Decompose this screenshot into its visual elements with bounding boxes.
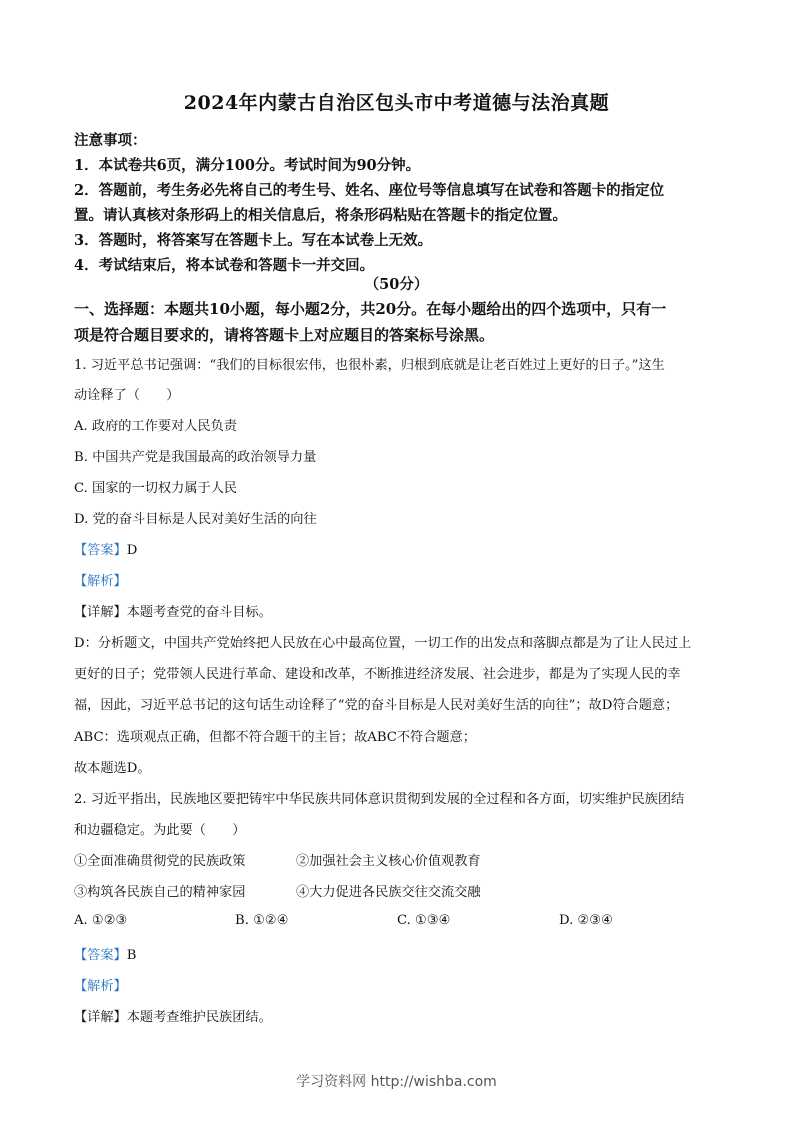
question-stem: 1. 习近平总书记强调：“我们的目标很宏伟，也很朴素，归根到底就是让老百姓过上更好的日子。”这生 [74, 358, 665, 373]
notice-item: 置。请认真核对条形码上的相关信息后，将条形码粘贴在答题卡的指定位置。 [74, 207, 567, 224]
explanation-line: D：分析题文，中国共产党始终把人民放在心中最高位置，一切工作的出发点和落脚点都是为了让人民过上 [74, 636, 692, 651]
choice-option: D. ②③④ [559, 913, 613, 928]
detail-line: 【详解】本题考查党的奋斗目标。 [74, 605, 272, 620]
choice-option: C. ①③④ [397, 913, 451, 928]
question-option: C. 国家的一切权力属于人民 [74, 481, 238, 496]
answer-line [74, 539, 137, 558]
notice-item: 2．答题前，考生务必先将自己的考生号、姓名、座位号等信息填写在试卷和答题卡的指定位 [74, 182, 665, 199]
answer-value: B [126, 948, 137, 963]
section-score: （50分） [364, 276, 429, 293]
notice-heading: 注意事项： [74, 132, 147, 149]
statement-item: ④大力促进各民族交往交流交融 [296, 885, 481, 900]
question-option: B. 中国共产党是我国最高的政治领导力量 [74, 450, 317, 465]
question-stem: 2. 习近平指出，民族地区要把铸牢中华民族共同体意识贯彻到发展的全过程和各方面，切实维护民族团结 [74, 792, 685, 807]
answer-tag: 【答案】 [74, 543, 127, 558]
explanation-line: 故本题选D。 [74, 761, 151, 776]
section-heading: 项是符合题目要求的，请将答题卡上对应题目的答案标号涂黑。 [74, 326, 495, 344]
detail-line: 【详解】本题考查维护民族团结。 [74, 1010, 272, 1025]
page-title: 2024年内蒙古自治区包头市中考道德与法治真题 [183, 92, 610, 114]
question-option: A. 政府的工作要对人民负责 [74, 419, 237, 434]
notice-item: 3．答题时，将答案写在答题卡上。写在本试卷上无效。 [74, 232, 433, 249]
analysis-tag: 【解析】 [74, 979, 127, 994]
question-option: D. 党的奋斗目标是人民对美好生活的向往 [74, 512, 317, 527]
statement-item: ③构筑各民族自己的精神家园 [74, 885, 246, 900]
answer-tag: 【答案】 [74, 948, 127, 963]
statement-item: ②加强社会主义核心价值观教育 [296, 854, 481, 869]
explanation-line: 更好的日子；党带领人民进行革命、建设和改革，不断推进经济发展、社会进步，都是为了实现人民的幸 [74, 667, 681, 682]
choice-option: A. ①②③ [74, 913, 128, 928]
question-stem: 动诠释了（ ） [74, 388, 180, 403]
analysis-tag: 【解析】 [74, 574, 127, 589]
explanation-line: ABC：选项观点正确，但都不符合题干的主旨；故ABC不符合题意； [74, 730, 476, 745]
notice-item: 4．考试结束后，将本试卷和答题卡一并交回。 [74, 257, 375, 274]
question-stem: 和边疆稳定。为此要（ ） [74, 823, 246, 838]
notice-item: 1．本试卷共6页，满分100分。考试时间为90分钟。 [74, 157, 421, 174]
choice-option: B. ①②④ [235, 913, 289, 928]
statement-item: ①全面准确贯彻党的民族政策 [74, 854, 246, 869]
page-footer: 学习资料网 http://wishba.com [296, 1074, 497, 1090]
explanation-line: 福，因此，习近平总书记的这句话生动诠释了“党的奋斗目标是人民对美好生活的向往”；故D符合题意； [74, 698, 679, 713]
answer-value: D [126, 543, 138, 558]
answer-line [74, 944, 136, 963]
section-heading: 一、选择题：本题共10小题，每小题2分，共20分。在每小题给出的四个选项中，只有一 [74, 300, 667, 318]
